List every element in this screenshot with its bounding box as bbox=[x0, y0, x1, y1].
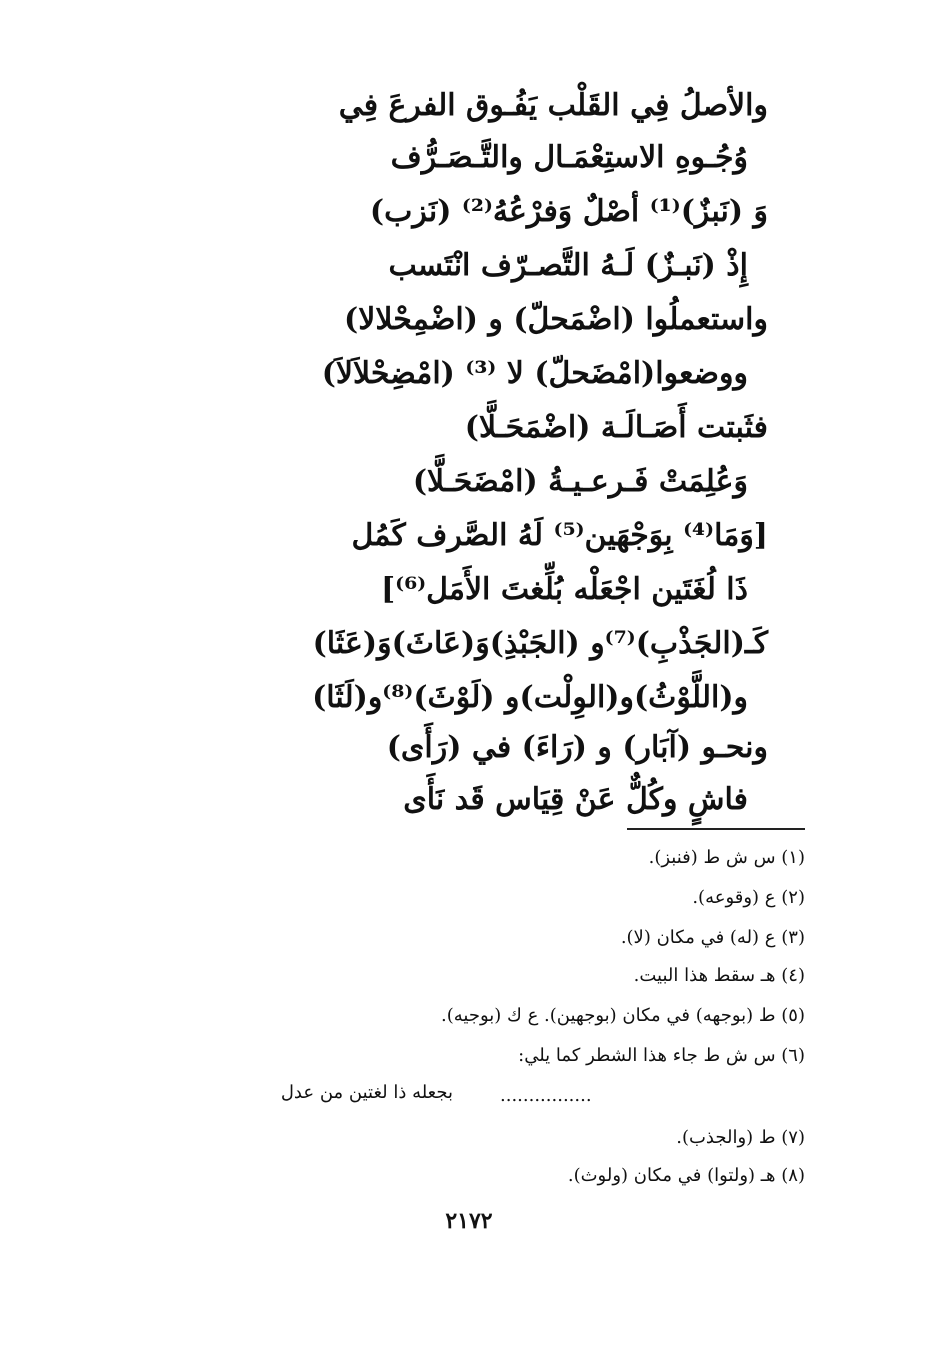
verse-line: و(اللَّوْثُ)و(الوِلْت)و (لَوْثَ)⁽⁸⁾و(لَثَا) bbox=[312, 680, 748, 715]
verse-line: ذَا لُغَتَين اجْعَلْه بُلِّغتَ الأَمَل⁽⁶⁾] bbox=[380, 572, 748, 607]
footnote: (١) س ش ط (فنبز). bbox=[648, 847, 805, 868]
verse-line: والأصلُ فِي القَلْب يَفُـوق الفرعَ فِي bbox=[338, 88, 768, 123]
verse-line: كَـ(الجَذْبِ)⁽⁷⁾و (الجَبْذِ)وَ(عَاثَ)وَ(عَثَا) bbox=[312, 626, 768, 661]
footnote: (٥) ط (بوجهه) في مكان (بوجهين). ع ك (بوجيه). bbox=[441, 1005, 805, 1026]
page-number: ٢١٧٢ bbox=[445, 1208, 493, 1234]
footnote: (٦) س ش ط جاء هذا الشطر كما يلي: bbox=[518, 1045, 805, 1066]
footnote-divider bbox=[627, 828, 805, 830]
footnote: (٨) هـ (ولتوا) في مكان (ولوث). bbox=[567, 1165, 805, 1186]
verse-line: ووضعوا(امْضَحلّ) لا ⁽³⁾ (امْضِحْلاَلاَ) bbox=[321, 356, 748, 391]
verse-line: فاشٍ وكُلٌّ عَنْ قِيَاس قَد نَأَى bbox=[403, 782, 748, 817]
verse-line: وَ (نَبزٌ)⁽¹⁾ أصْلٌ وَفرْعُهُ⁽²⁾ (نَزب) bbox=[369, 194, 768, 229]
verse-line: إِذْ (نَبـزٌ) لَـهُ التَّصـرّف انْتَسب bbox=[388, 248, 748, 283]
verse-line: واستعملُوا (اضْمَحلّ) و (اضْمِحْلالا) bbox=[344, 302, 768, 337]
footnote-variant-dots: ................ bbox=[500, 1085, 592, 1106]
verse-line: [وَمَا⁽⁴⁾ بِوَجْهَين⁽⁵⁾ لَهُ الصَّرف كَمُل bbox=[351, 518, 768, 553]
verse-line: فثَبتت أَصَـالَـة (اضْمَحَـلَّا) bbox=[464, 410, 768, 445]
verse-line: وُجُـوهِ الاستِعْمَـال والتَّـصَـرُّف bbox=[390, 140, 748, 175]
footnote-variant-verse: بجعله ذا لغتين من عدل bbox=[280, 1082, 453, 1103]
footnote: (٧) ط (والجذب). bbox=[676, 1127, 805, 1148]
verse-line: ونحـو (آبَار) و (رَاءَ) في (رَأَى) bbox=[386, 730, 768, 765]
footnote: (٤) هـ سقط هذا البيت. bbox=[633, 965, 805, 986]
verse-line: وَعُلِمَتْ فَـرعـيـةُ (امْضَحَـلَّا) bbox=[412, 464, 748, 499]
footnote: (٣) ع (له) في مكان (لا). bbox=[620, 927, 805, 948]
footnote: (٢) ع (وقوعه). bbox=[692, 887, 805, 908]
